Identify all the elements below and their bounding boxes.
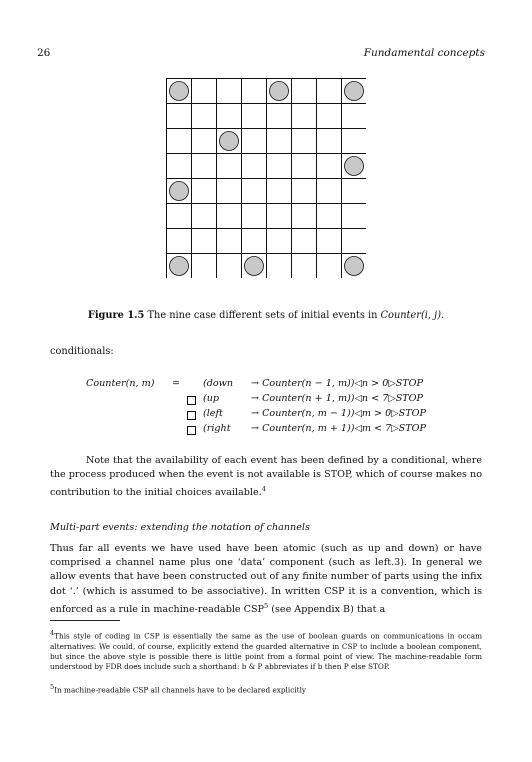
grid-cell: [292, 204, 317, 229]
equation-event: (up: [203, 393, 220, 404]
footnote-ref-4: 4: [261, 485, 266, 494]
choice-box-symbol: [187, 396, 196, 405]
footnote-text: This style of coding in CSP is essentially the same as the use of boolean guards on communications in occam alternatives. We could, of course, explicitly extend the guarded alternative in CSP to include a boolean component, but since the above style is possible there is little point from a formal point of view. The machine-readable form understood by FDR does include such a shorthand: b & P abbreviates if b then P else STOP.: [50, 631, 482, 672]
grid-cell: [192, 254, 217, 279]
grid-cell: [217, 204, 242, 229]
grid-cell: [192, 79, 217, 104]
grid-cell: [242, 104, 267, 129]
grid-cell: [217, 229, 242, 254]
grid-cell: [267, 204, 292, 229]
grid-cell: [267, 229, 292, 254]
caption-math: Counter(i, j).: [380, 310, 445, 321]
grid-cell: [342, 179, 367, 204]
equation-lhs: Counter(n, m): [86, 378, 155, 389]
equation-rhs: → Counter(n − 1, m))◁n > 0▷STOP: [251, 378, 423, 389]
paragraph-text: Note that the availability of each event has been defined by a conditional, where the process produced when the event is not available is STOP, which of course makes no contribution to the initial choices available.: [50, 455, 482, 499]
grid-cell: [192, 179, 217, 204]
equation-rhs: → Counter(n, m + 1))◁m < 7▷STOP: [251, 423, 426, 434]
event-circle: [270, 82, 289, 101]
grid-cell: [292, 179, 317, 204]
grid-cell: [217, 104, 242, 129]
counter-equation: [0, 378, 532, 438]
grid-cell: [242, 229, 267, 254]
grid-cell: [242, 129, 267, 154]
board-grid-figure: [166, 78, 366, 278]
grid-cell: [292, 229, 317, 254]
grid-cell: [317, 154, 342, 179]
grid-cell: [292, 154, 317, 179]
grid-cell: [267, 104, 292, 129]
grid-cell: [317, 229, 342, 254]
event-circle: [170, 257, 189, 276]
grid-cell: [317, 204, 342, 229]
grid-cell: [217, 154, 242, 179]
figure-caption: [40, 310, 492, 321]
choice-box-symbol: [187, 426, 196, 435]
footnote-rule: [50, 620, 120, 621]
grid-cell: [292, 79, 317, 104]
equation-event: (right: [203, 423, 231, 434]
grid-cell: [167, 204, 192, 229]
equation-event: (down: [203, 378, 234, 389]
grid-cell: [317, 254, 342, 279]
equation-equals: =: [172, 378, 181, 389]
running-title: Fundamental concepts: [363, 47, 485, 59]
event-circle: [345, 257, 364, 276]
lead-text: conditionals:: [50, 346, 114, 357]
footnote-4: [50, 628, 482, 672]
grid-cell: [317, 129, 342, 154]
event-circle: [170, 182, 189, 201]
section-heading: Multi-part events: extending the notation of channels: [50, 522, 310, 533]
grid-cell: [217, 254, 242, 279]
caption-text: The nine case different sets of initial events in: [147, 310, 378, 321]
grid-cell: [192, 104, 217, 129]
page-number: 26: [37, 47, 51, 59]
event-circle: [170, 82, 189, 101]
grid-cell: [217, 79, 242, 104]
event-circle: [345, 157, 364, 176]
equation-row: [0, 393, 532, 407]
paragraph-text: Thus far all events we have used have been atomic (such as up and down) or have comprised a channel name plus one ‘data’ component (such as left.3). In general we allow events that have been constructed out of any finite number of parts using the infix dot ‘.’ (which is assumed to be associative). In written CSP it is a convention, which is enforced as a rule in machine-readable CSP: [50, 543, 482, 615]
equation-rhs: → Counter(n + 1, m))◁n < 7▷STOP: [251, 393, 423, 404]
footnote-mark: 4: [50, 629, 55, 637]
grid-cell: [317, 104, 342, 129]
grid-cell: [267, 154, 292, 179]
grid-cell: [317, 179, 342, 204]
footnote-ref-5: 5: [264, 601, 269, 610]
equation-rhs: → Counter(n, m − 1))◁m > 0▷STOP: [251, 408, 426, 419]
grid-cell: [317, 79, 342, 104]
grid-cell: [342, 204, 367, 229]
event-circle: [220, 132, 239, 151]
grid-cell: [267, 129, 292, 154]
grid-cell: [167, 104, 192, 129]
grid-cell: [167, 129, 192, 154]
grid-cell: [192, 229, 217, 254]
equation-row: [0, 423, 532, 437]
grid-cell: [292, 104, 317, 129]
equation-event: (left: [203, 408, 223, 419]
grid-cell: [292, 129, 317, 154]
grid-cell: [267, 254, 292, 279]
caption-label: Figure 1.5: [87, 310, 145, 321]
choice-box-symbol: [187, 411, 196, 420]
grid-cell: [192, 154, 217, 179]
grid-cell: [242, 79, 267, 104]
grid-cell: [342, 129, 367, 154]
paragraph-tail: (see Appendix B) that a: [271, 604, 386, 615]
grid-cell: [192, 129, 217, 154]
equation-row: [0, 378, 532, 392]
paragraph-availability: [50, 454, 482, 501]
grid-cell: [292, 254, 317, 279]
footnote-text: In machine-readable CSP all channels have to be declared explicitly: [54, 685, 307, 695]
paragraph-multipart: [50, 542, 482, 617]
footnote-5: [50, 682, 482, 696]
event-circle: [245, 257, 264, 276]
footnote-mark: 5: [50, 683, 55, 691]
grid-cell: [342, 229, 367, 254]
grid-cell: [242, 154, 267, 179]
grid-cell: [167, 154, 192, 179]
grid-cell: [217, 179, 242, 204]
grid-cell: [192, 204, 217, 229]
equation-row: [0, 408, 532, 422]
grid-cell: [242, 179, 267, 204]
event-circle: [345, 82, 364, 101]
grid-cell: [342, 104, 367, 129]
grid-cell: [242, 204, 267, 229]
grid-cell: [167, 229, 192, 254]
grid-cell: [267, 179, 292, 204]
